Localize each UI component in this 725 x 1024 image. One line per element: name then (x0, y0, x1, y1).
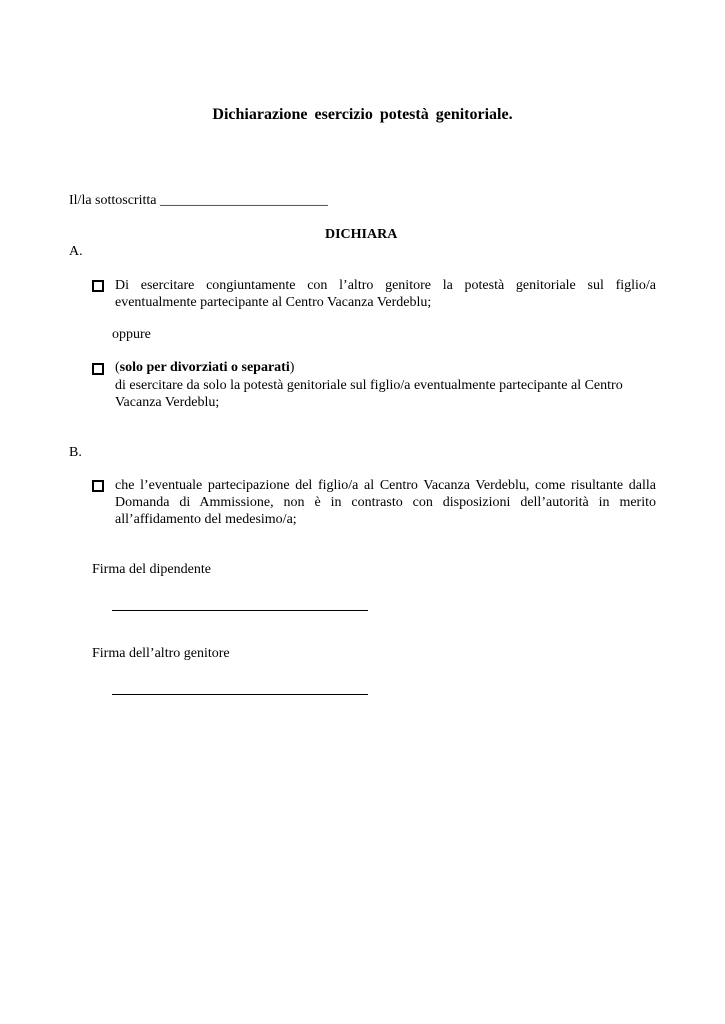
oppure-text: oppure (112, 327, 151, 342)
firma-altro-genitore-label: Firma dell’altro genitore (92, 646, 230, 661)
firma-dipendente-label: Firma del dipendente (92, 562, 211, 577)
section-b-label: B. (69, 445, 82, 460)
sottoscritta-blank: ________________________ (159, 193, 328, 208)
paren-close: ) (289, 360, 295, 375)
option-sole-heading (115, 360, 294, 376)
checkbox-option-custody[interactable] (92, 480, 104, 492)
option-custody-text: che l’eventuale partecipazione del figlio/a al Centro Vacanza Verdeblu, come risultante dalla Domanda di Ammissione, non è in contrasto con disposizioni dell’autorità in merito all’affidamento del medesimo/a; (115, 478, 656, 527)
checkbox-option-sole[interactable] (92, 363, 104, 375)
option-sole-condition: solo per divorziati o separati (119, 360, 290, 375)
option-sole-text: di esercitare da solo la potestà genitoriale sul figlio/a eventualmente partecipante al Centro Vacanza Verdeblu; (115, 378, 623, 410)
option-joint-text: Di esercitare congiuntamente con l’altro genitore la potestà genitoriale sul figlio/a eventualmente partecipante al Centro Vacanza Verdeblu; (115, 278, 656, 310)
firma-dipendente-line[interactable] (112, 610, 368, 611)
checkbox-option-joint[interactable] (92, 280, 104, 292)
paren-open: ( (115, 360, 120, 375)
sottoscritta-label: Il/la sottoscritta (69, 193, 157, 208)
document-title: Dichiarazione esercizio potestà genitoriale. (212, 106, 513, 123)
section-a-label: A. (69, 244, 83, 259)
dichiara-heading: DICHIARA (325, 227, 398, 242)
sottoscritta-line (69, 193, 328, 209)
firma-altro-genitore-line[interactable] (112, 694, 368, 695)
